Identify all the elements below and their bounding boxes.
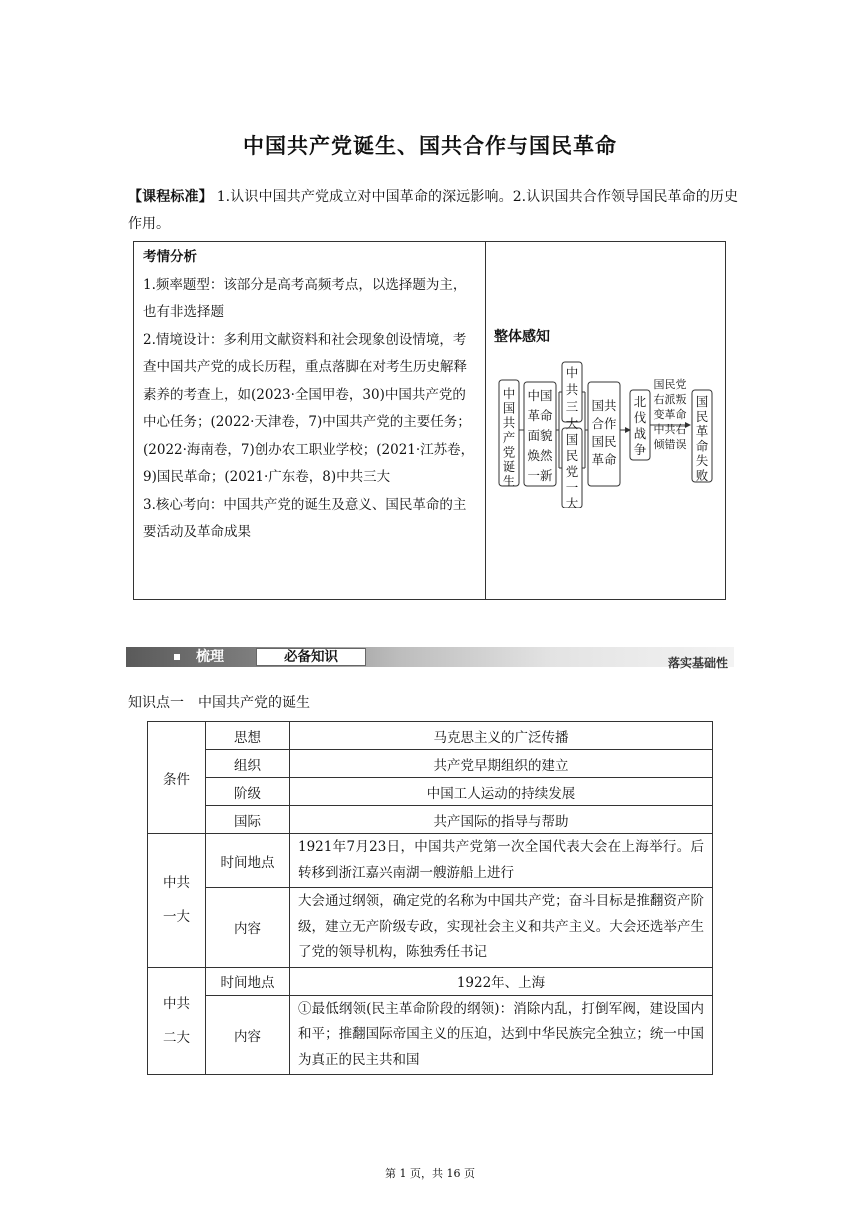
table-row xyxy=(148,834,713,888)
cond-value: 共产党早期组织的建立 xyxy=(290,750,713,778)
cond-key: 阶级 xyxy=(206,778,290,806)
page-title: 中国共产党诞生、国共合作与国民革命 xyxy=(243,134,617,158)
cond-key: 组织 xyxy=(206,750,290,778)
page-number: 第 1 页，共 16 页 xyxy=(385,1167,475,1180)
cause-line: 倾错误 xyxy=(653,438,687,451)
node-birth: 中国共产党诞生 xyxy=(502,386,516,489)
knowledge-table xyxy=(147,721,713,1075)
node-north: 北伐战争 xyxy=(633,394,647,457)
cond-value: 共产国际的指导与帮助 xyxy=(290,806,713,834)
banner-right: 落实基础性 xyxy=(667,656,728,670)
first-time-value: 1921年7月23日，中国共产党第一次全国代表大会在上海举行。后转移到浙江嘉兴南湖一艘游船上进行 xyxy=(290,834,713,888)
course-standard xyxy=(128,184,738,238)
table-row xyxy=(148,995,713,1075)
node-new-look: 中国革命面貌焕然一新 xyxy=(527,388,553,483)
node-ccp3: 中共三大 xyxy=(565,365,579,431)
second-content-value: ①最低纲领(民主革命阶段的纲领)：消除内乱，打倒军阀，建设国内和平；推翻国际帝国主义的压迫，达到中华民族完全独立；统一中国为真正的民主共和国 xyxy=(290,995,713,1075)
group-second-congress: 中共二大 xyxy=(148,967,206,1075)
second-content-key: 内容 xyxy=(206,995,290,1075)
group-first-congress: 中共一大 xyxy=(148,834,206,968)
first-time-key: 时间地点 xyxy=(206,834,290,888)
table-row xyxy=(148,806,713,834)
exam-analysis-heading: 考情分析 xyxy=(143,249,197,265)
banner-subtitle: 必备知识 xyxy=(256,648,366,666)
knowledge-point-title: 知识点一 中国共产党的诞生 xyxy=(128,695,310,711)
analysis-divider xyxy=(485,242,486,599)
cond-key: 国际 xyxy=(206,806,290,834)
banner-square-icon xyxy=(174,654,180,660)
first-content-key: 内容 xyxy=(206,888,290,968)
second-time-key: 时间地点 xyxy=(206,967,290,995)
banner-section: 梳理 xyxy=(196,649,224,665)
node-kmt1: 国民党一大 xyxy=(565,432,579,508)
second-time-value: 1922年、上海 xyxy=(290,967,713,995)
table-row xyxy=(148,967,713,995)
exam-analysis-p3: 3.核心考向：中国共产党的诞生及意义、国民革命的主要活动及革命成果 xyxy=(143,496,467,540)
table-row xyxy=(148,722,713,750)
section-banner xyxy=(126,628,734,674)
exam-analysis-p1: 1.频率题型：该部分是高考高频考点，以选择题为主，也有非选择题 xyxy=(143,276,467,320)
first-content-value: 大会通过纲领，确定党的名称为中国共产党；奋斗目标是推翻资产阶级，建立无产阶级专政，实现社会主义和共产主义。大会还选举产生了党的领导机构，陈独秀任书记 xyxy=(290,888,713,968)
cond-key: 思想 xyxy=(206,722,290,750)
table-row xyxy=(148,778,713,806)
course-standard-label: 【课程标准】 xyxy=(128,189,213,205)
cause-line: 变革命 xyxy=(653,408,687,421)
cause-line: 右派叛 xyxy=(653,393,687,406)
group-conditions: 条件 xyxy=(148,722,206,834)
table-row xyxy=(148,888,713,968)
exam-analysis-p2: 2.情境设计：多利用文献资料和社会现象创设情境，考查中国共产党的成长历程，重点落脚在对考生历史解释素养的考查上，如(2023·全国甲卷，30)中国共产党的中心任务；(2022·天津卷，7)中国共产党的主要任务；(2022·海南卷，7)创办农工职业学校；(2021·江苏卷，9)国民革命；(2021·广东卷，8)中共三大 xyxy=(143,331,475,485)
overview-heading: 整体感知 xyxy=(494,329,550,345)
overview-flow xyxy=(492,358,732,508)
cond-value: 马克思主义的广泛传播 xyxy=(290,722,713,750)
course-standard-text: 1.认识中国共产党成立对中国革命的深远影响。2.认识国共合作领导国民革命的历史作用。 xyxy=(128,189,739,232)
node-fail: 国民革命失败 xyxy=(695,394,709,483)
cause-line: 中共右 xyxy=(653,423,687,436)
node-coop: 国共合作国民革命 xyxy=(591,398,617,467)
exam-analysis xyxy=(143,244,478,547)
table-row xyxy=(148,750,713,778)
cond-value: 中国工人运动的持续发展 xyxy=(290,778,713,806)
cause-line: 国民党 xyxy=(653,378,687,391)
